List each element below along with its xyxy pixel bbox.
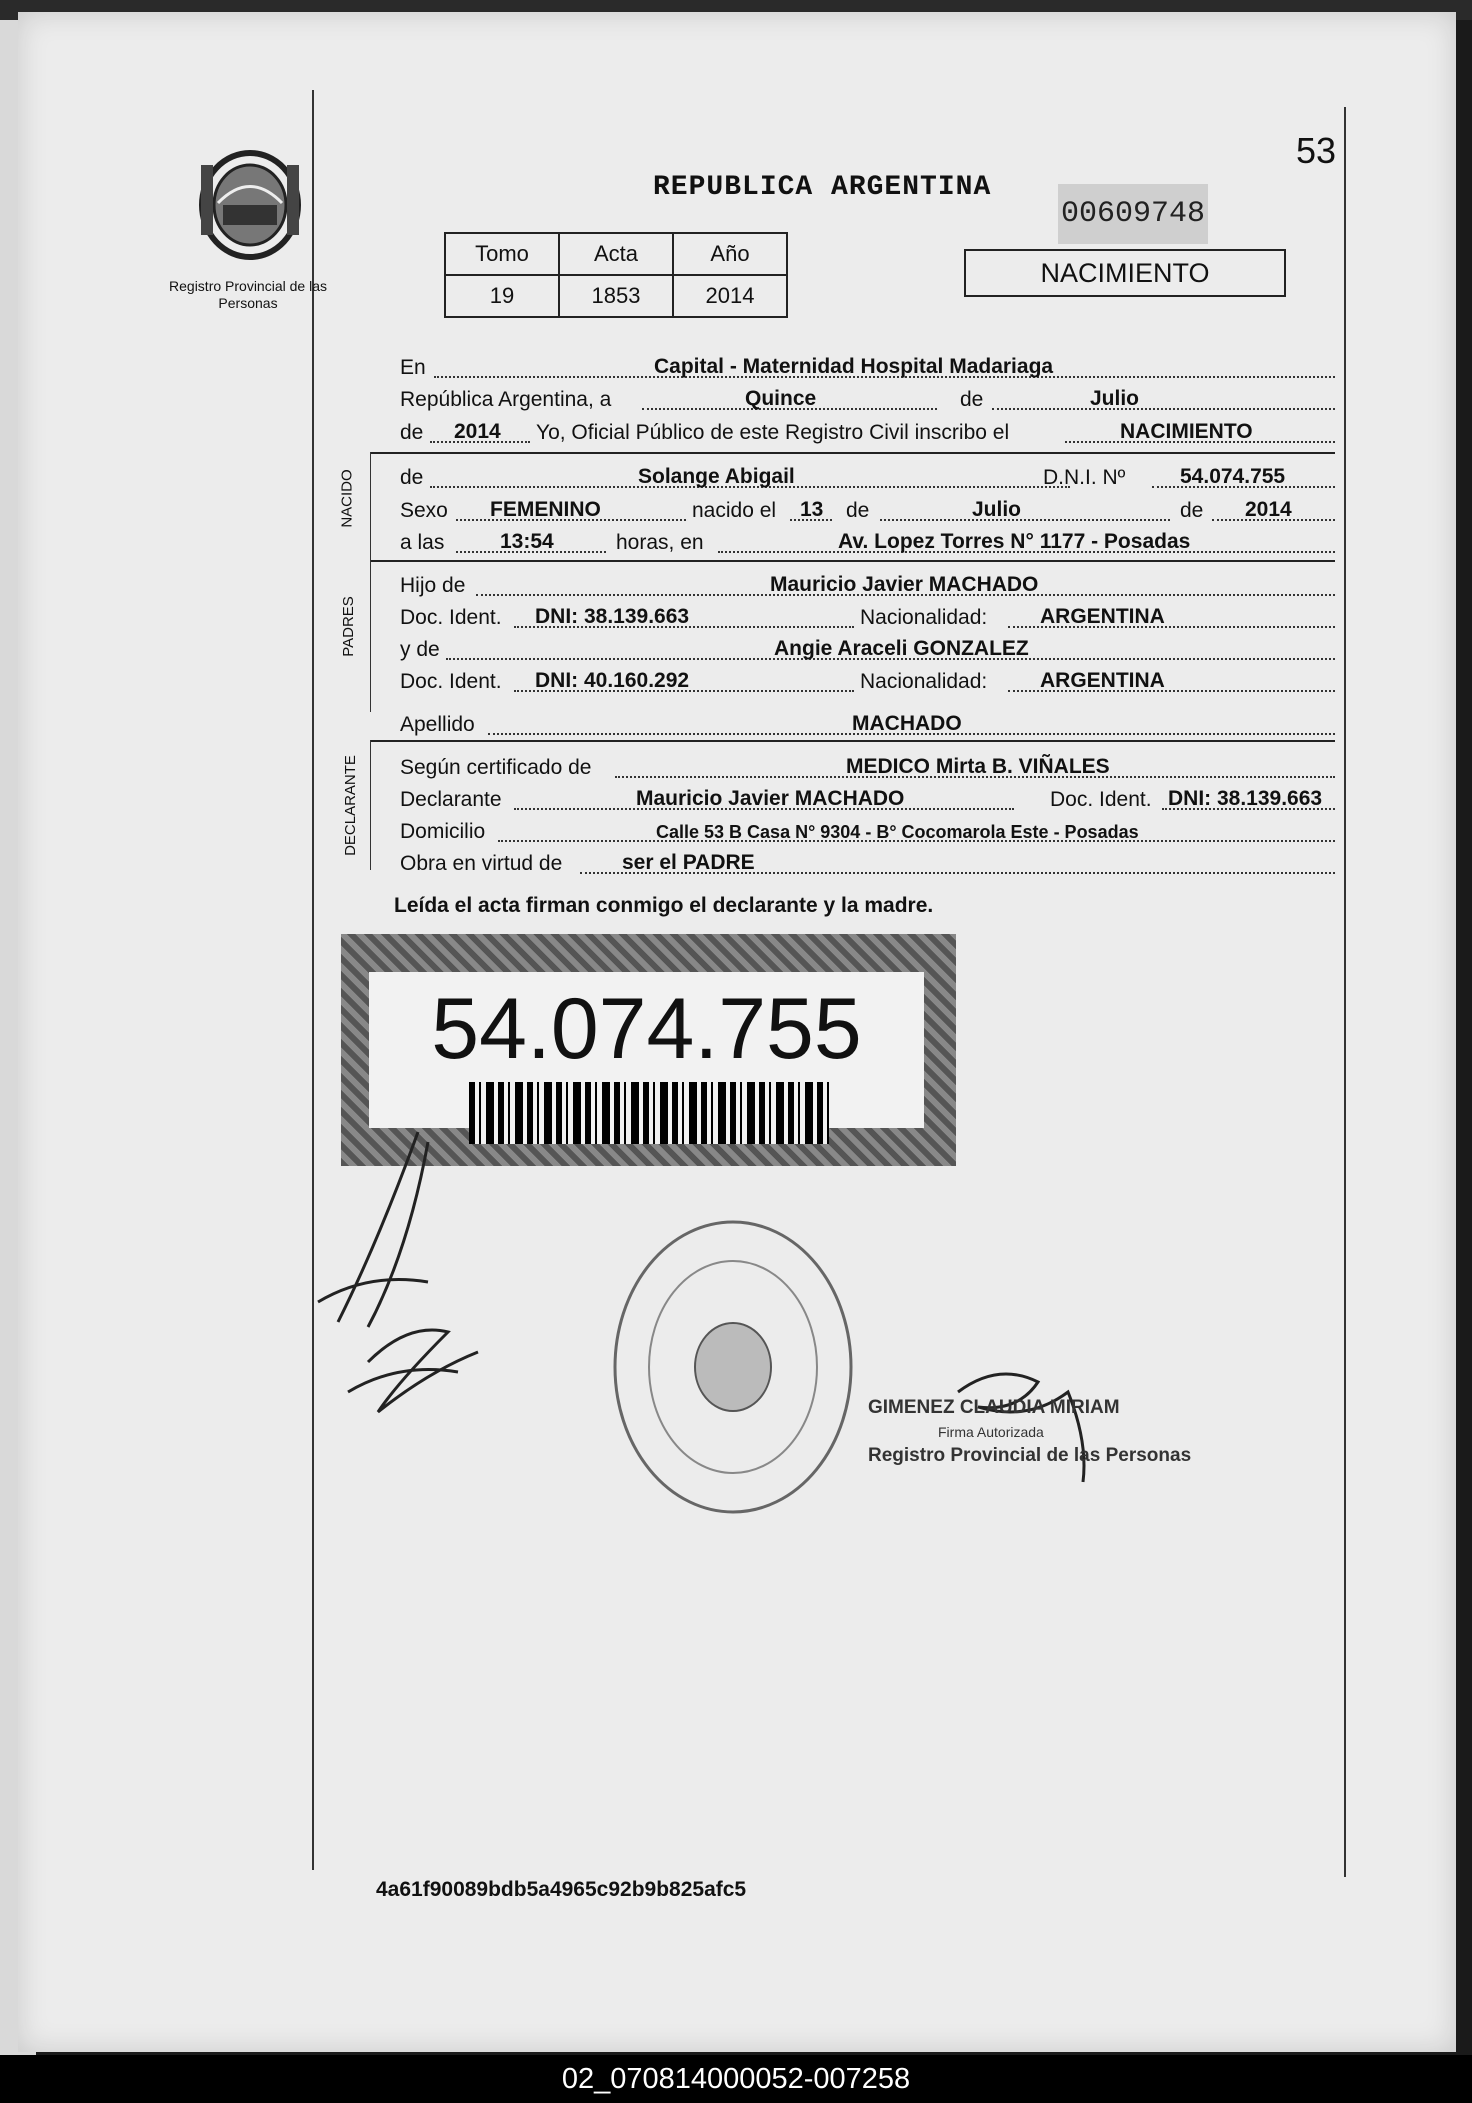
apellido-label: Apellido (400, 713, 475, 736)
row-father (400, 570, 1335, 600)
child-name-value: Solange Abigail (638, 465, 795, 488)
ministry-seal (608, 1217, 858, 1517)
day-words-value: Quince (745, 387, 817, 410)
document-page (18, 12, 1456, 2052)
row-inscribo (400, 417, 1335, 447)
row-certificate (400, 752, 1335, 782)
side-label-padres: PADRES (339, 596, 357, 657)
nacionalidad-label: Nacionalidad: (860, 606, 988, 629)
dni-sticker-label (369, 972, 924, 1128)
scan-footer-id: 02_070814000052-007258 (0, 2055, 1472, 2103)
section-divider-padres (370, 560, 1335, 562)
right-margin-line (1344, 107, 1346, 1877)
inscribo-text: Yo, Oficial Público de este Registro Civil inscribo el (536, 421, 1010, 444)
section-divider-apellido (370, 740, 1335, 742)
row-surname (400, 709, 1335, 739)
birth-year-value: 2014 (1245, 498, 1292, 521)
side-label-declarante: DECLARANTE (341, 755, 359, 856)
mother-doc-value: DNI: 40.160.292 (535, 669, 690, 692)
declarante-doc-value: DNI: 38.139.663 (1168, 787, 1323, 810)
row-capacity (400, 848, 1335, 878)
mother-value: Angie Araceli GONZALEZ (774, 637, 1029, 660)
de-label-2: de (846, 499, 870, 522)
row-name (400, 462, 1335, 492)
dotted-line (992, 408, 1335, 410)
inscribo-value: NACIMIENTO (1120, 420, 1253, 443)
official-office: Registro Provincial de las Personas (868, 1445, 1192, 1466)
ref-header-tomo: Tomo (445, 233, 559, 275)
obra-value: ser el PADRE (622, 851, 755, 874)
declarant-signature (308, 1122, 508, 1422)
row-address (400, 816, 1335, 846)
obra-label: Obra en virtud de (400, 852, 563, 875)
birth-month-value: Julio (972, 498, 1022, 521)
left-margin-line (312, 90, 314, 1870)
row-sex (400, 495, 1335, 525)
ref-header-ano: Año (673, 233, 787, 275)
barcode (469, 1082, 829, 1144)
month-value: Julio (1090, 387, 1140, 410)
doc-ident-label-2: Doc. Ident. (400, 670, 502, 693)
dni-label: D.N.I. Nº (1043, 466, 1126, 489)
reference-table (444, 232, 788, 318)
segun-label: Según certificado de (400, 756, 592, 779)
ref-value-ano: 2014 (673, 275, 787, 317)
ref-value-tomo: 19 (445, 275, 559, 317)
de-label-3: de (1180, 499, 1204, 522)
father-value: Mauricio Javier MACHADO (770, 573, 1039, 596)
row-time (400, 527, 1335, 557)
hijo-de-label: Hijo de (400, 574, 466, 597)
document-title: REPUBLICA ARGENTINA (653, 172, 992, 203)
ref-header-acta: Acta (559, 233, 673, 275)
doc-ident-label-3: Doc. Ident. (1050, 788, 1152, 811)
birth-day-value: 13 (800, 498, 824, 521)
act-type-box: NACIMIENTO (964, 249, 1286, 297)
padres-side-line (370, 560, 371, 712)
sexo-value: FEMENINO (490, 498, 601, 521)
declarante-value: Mauricio Javier MACHADO (636, 787, 905, 810)
official-role: Firma Autorizada (938, 1424, 1044, 1440)
horas-en-label: horas, en (616, 531, 704, 554)
de-label: de (960, 388, 984, 411)
row-en (400, 352, 1335, 382)
province-seal-logo (193, 145, 307, 265)
row-father-doc (400, 602, 1335, 632)
y-de-label: y de (400, 638, 440, 661)
row-mother (400, 634, 1335, 664)
sexo-label: Sexo (400, 499, 448, 522)
document-hash: 4a61f90089bdb5a4965c92b9b825afc5 (376, 1878, 747, 1901)
a-las-label: a las (400, 531, 445, 554)
en-label: En (400, 356, 426, 379)
nacionalidad-label-2: Nacionalidad: (860, 670, 988, 693)
registry-caption: Registro Provincial de las Personas (169, 278, 327, 311)
year-value: 2014 (454, 420, 501, 443)
apellido-value: MACHADO (852, 712, 962, 735)
dotted-line (880, 519, 1170, 521)
father-nat-value: ARGENTINA (1040, 605, 1165, 628)
nacido-el-label: nacido el (692, 499, 777, 522)
father-doc-value: DNI: 38.139.663 (535, 605, 690, 628)
nacido-side-line (370, 452, 371, 560)
dni-value: 54.074.755 (1180, 465, 1286, 488)
domicilio-value: Calle 53 B Casa N° 9304 - B° Cocomarola Este - Posadas (656, 822, 1139, 842)
domicilio-label: Domicilio (400, 820, 486, 843)
birth-place-value: Av. Lopez Torres N° 1177 - Posadas (838, 530, 1191, 553)
doc-ident-label: Doc. Ident. (400, 606, 502, 629)
dni-sticker-number: 54.074.755 (431, 981, 862, 1077)
section-divider-nacido (370, 452, 1335, 454)
place-value: Capital - Maternidad Hospital Madariaga (654, 355, 1054, 378)
declarante-side-line (370, 740, 371, 870)
page-number: 53 (1296, 130, 1337, 171)
certificado-value: MEDICO Mirta B. VIÑALES (846, 755, 1110, 778)
ref-value-acta: 1853 (559, 275, 673, 317)
mother-nat-value: ARGENTINA (1040, 669, 1165, 692)
row-mother-doc (400, 666, 1335, 696)
side-label-nacido: NACIDO (338, 469, 356, 528)
official-name: GIMENEZ CLAUDIA MIRIAM (868, 1397, 1120, 1418)
serial-number-stamp: 00609748 (1058, 184, 1208, 244)
declarante-label: Declarante (400, 788, 502, 811)
de-year-label: de (400, 421, 424, 444)
row-date (400, 384, 1335, 414)
birth-time-value: 13:54 (500, 530, 554, 553)
closing-statement: Leída el acta firman conmigo el declarante y la madre. (394, 894, 934, 917)
row-declarant (400, 784, 1335, 814)
republica-label: República Argentina, a (400, 388, 612, 411)
official-block (868, 1392, 1191, 1472)
de-name-label: de (400, 466, 424, 489)
